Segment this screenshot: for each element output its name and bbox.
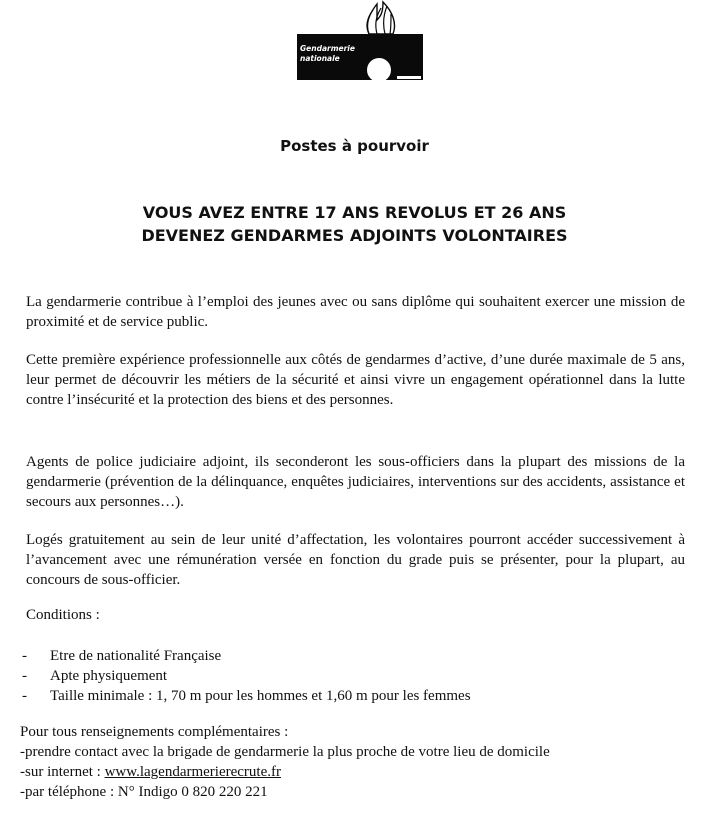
headline-line-1: VOUS AVEZ ENTRE 17 ANS REVOLUS ET 26 ANS [142,203,567,222]
contact-info [20,722,700,802]
paragraph-housing: Logés gratuitement au sein de leur unité d’affectation, les volontaires pourront accéder successivement à l’avancement avec une rémunération versée en fonction du grade puis se présenter, pour la plupart, au concours de sous-officier. [26,532,685,588]
logo-wordmark: Gendarmerie nationale [300,44,355,63]
paragraph-intro: La gendarmerie contribue à l’emploi des jeunes avec ou sans diplôme qui souhaitent exercer une mission de proximité et de service public. [26,294,685,330]
contact-brigade: -prendre contact avec la brigade de gendarmerie la plus proche de votre lieu de domicile [20,744,550,760]
contact-intro: Pour tous renseignements complémentaires : [20,724,289,740]
conditions-list [22,646,471,706]
grenade-flame-emblem [297,0,423,84]
headline-line-2: DEVENEZ GENDARMES ADJOINTS VOLONTAIRES [141,226,568,245]
page-subtitle: Postes à pourvoir [280,137,429,155]
conditions-label: Conditions : [26,607,100,623]
list-item: - Apte physiquement [22,668,168,684]
recruitment-website-link[interactable]: www.lagendarmerierecrute.fr [104,764,281,780]
contact-internet: -sur internet : www.lagendarmerierecrute.fr [20,764,281,780]
list-item: - Etre de nationalité Française [22,648,222,664]
gendarmerie-logo [297,0,423,84]
paragraph-experience: Cette première expérience professionnelle aux côtés de gendarmes d’active, d’une durée maximale de 5 ans, leur permet de découvrir les métiers de la sécurité et ainsi vivre un engagement opérationnel dans la lutte contre l’insécurité et la protection des biens et des personnes. [26,352,685,408]
contact-phone: -par téléphone : N° Indigo 0 820 220 221 [20,784,268,800]
paragraph-missions: Agents de police judiciaire adjoint, ils seconderont les sous-officiers dans la plupart des missions de la gendarmerie (prévention de la délinquance, enquêtes judiciaires, interventions sur des accidents, assistance et secours aux personnes…). [26,454,685,510]
list-item: - Taille minimale : 1, 70 m pour les hommes et 1,60 m pour les femmes [22,688,471,704]
